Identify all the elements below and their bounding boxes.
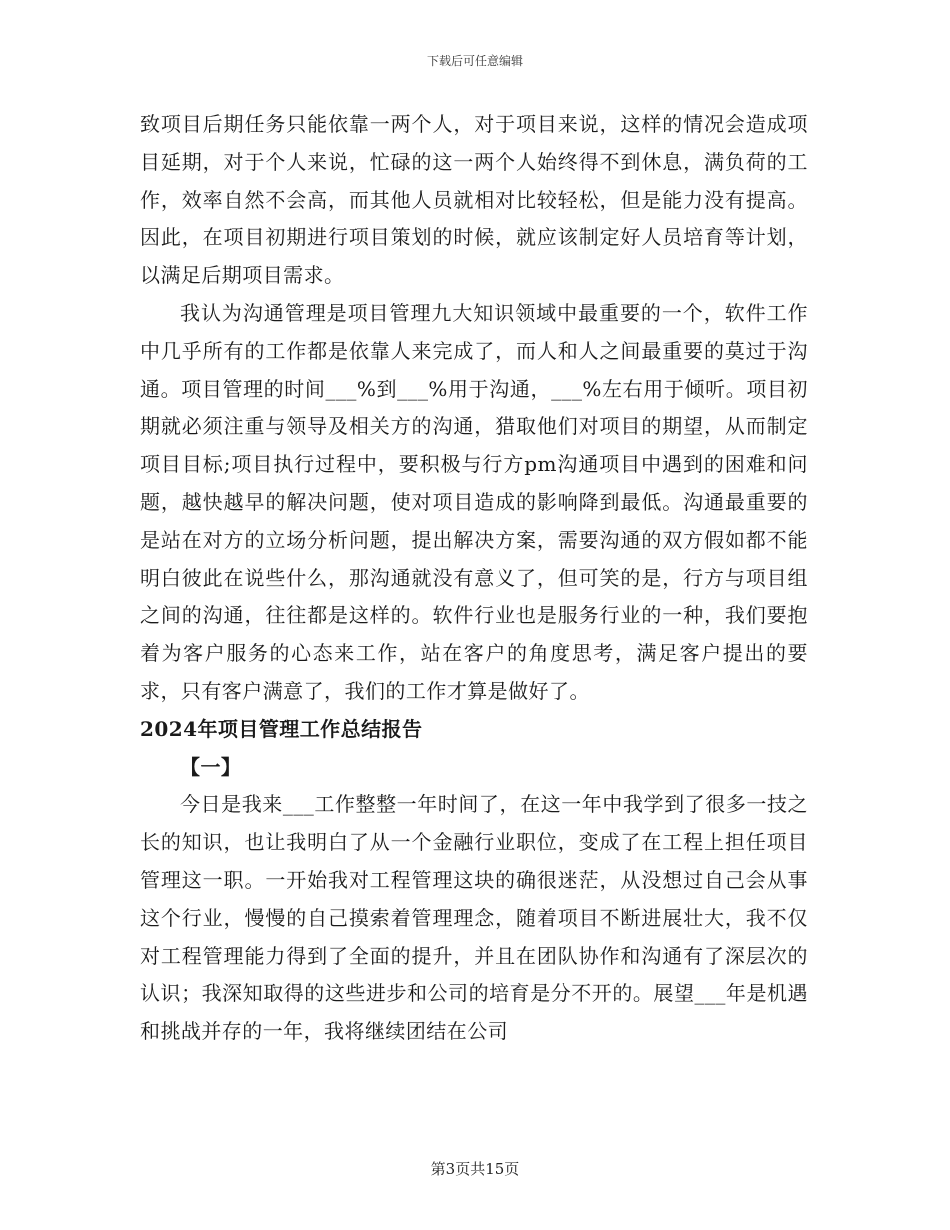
report-title: 2024年项目管理工作总结报告 (140, 716, 423, 741)
page-footer: 第3页共15页 (430, 1160, 520, 1178)
document-body (140, 106, 808, 1051)
paragraph-3: 今日是我来___工作整整一年时间了，在这一年中我学到了很多一技之长的知识，也让我明白了从一个金融行业职位，变成了在工程上担任项目管理这一职。一开始我对工程管理这块的确很迷茫，从没想过自己会从事这个行业，慢慢的自己摸索着管理理念，随着项目不断进展壮大，我不仅对工程管理能力得到了全面的提升，并且在团队协作和沟通有了深层次的认识；我深知取得的这些进步和公司的培育是分不开的。展望___年是机遇和挑战并存的一年，我将继续团结在公司 (140, 792, 808, 1044)
paragraph-2: 我认为沟通管理是项目管理九大知识领域中最重要的一个，软件工作中几乎所有的工作都是依靠人来完成了，而人和人之间最重要的莫过于沟通。项目管理的时间___%到___%用于沟通，___%左右用于倾听。项目初期就必须注重与领导及相关方的沟通，猎取他们对项目的期望，从而制定项目目标;项目执行过程中，要积极与行方pm沟通项目中遇到的困难和问题，越快越早的解决问题，使对项目造成的影响降到最低。沟通最重要的是站在对方的立场分析问题，提出解决方案，需要沟通的双方假如都不能明白彼此在说些什么，那沟通就没有意义了，但可笑的是，行方与项目组之间的沟通，往往都是这样的。软件行业也是服务行业的一种，我们要抱着为客户服务的心态来工作，站在客户的角度思考，满足客户提出的要求，只有客户满意了，我们的工作才算是做好了。 (140, 300, 808, 703)
paragraph-1: 致项目后期任务只能依靠一两个人，对于项目来说，这样的情况会造成项目延期，对于个人来说，忙碌的这一两个人始终得不到休息，满负荷的工作，效率自然不会高，而其他人员就相对比较轻松，但是能力没有提高。因此，在项目初期进行项目策划的时候，就应该制定好人员培育等计划，以满足后期项目需求。 (140, 112, 808, 288)
page-header: 下载后可任意编辑 (426, 54, 523, 68)
section-heading: 【一】 (180, 754, 242, 779)
